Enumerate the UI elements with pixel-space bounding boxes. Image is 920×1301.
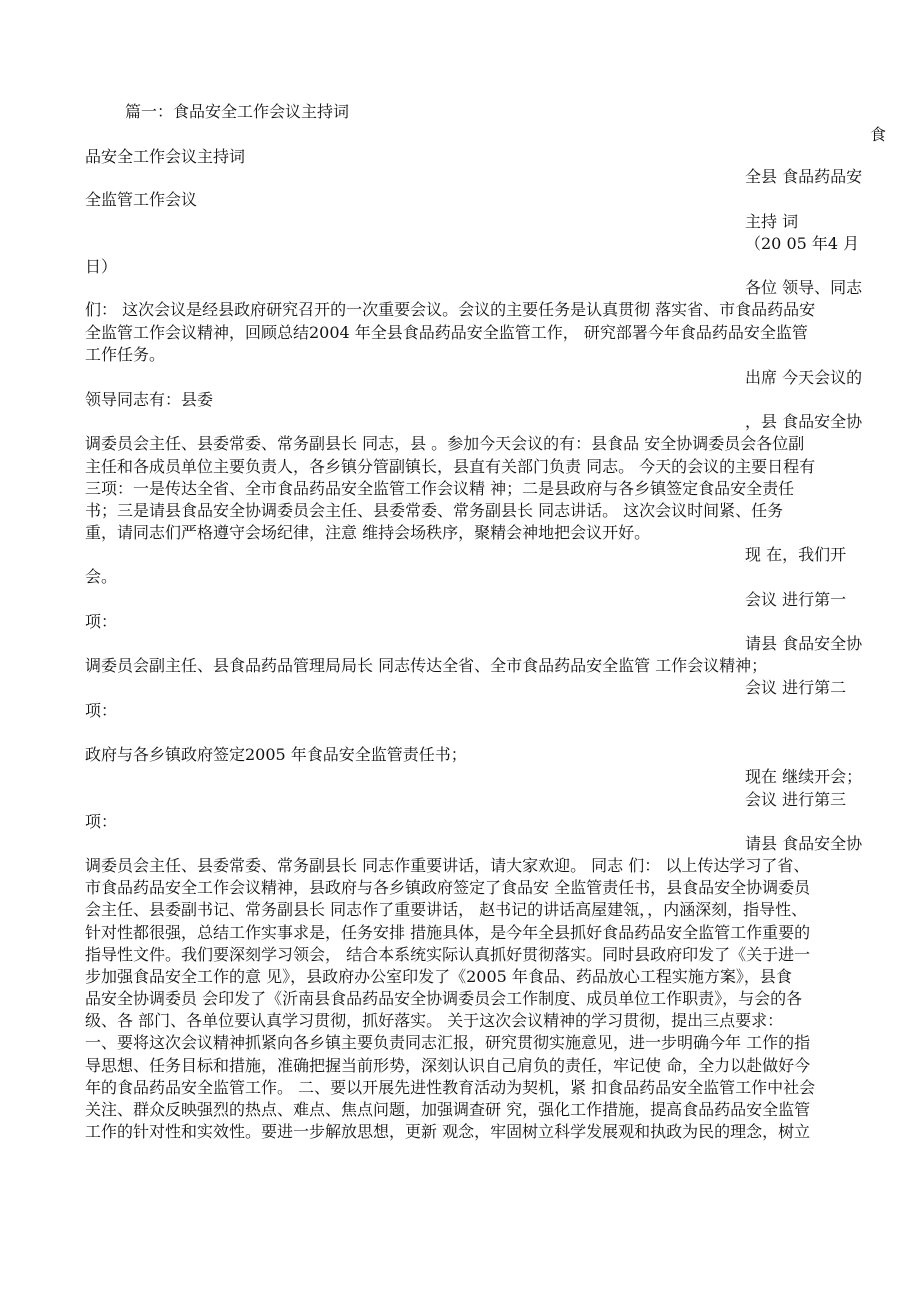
text-line: 调委员会主任、县委常委、常务副县长 同志，县 。参加今天会议的有：县食品 安全协调委员会各位副 (85, 434, 805, 453)
document-title: 篇一：食品安全工作会议主持词 (125, 102, 350, 121)
text-line: 针对性都很强，总结工作实事求是，任务安排 措施具体，是今年全县抓好食品药品安全监管工作重要的 (85, 923, 811, 942)
text-line: 导思想、任务目标和措施，准确把握当前形势，深刻认识自己肩负的责任，牢记使 命，全力以赴做好今 (85, 1056, 811, 1075)
text-line: 全监管工作会议 (85, 190, 198, 209)
text-line: ，县 食品安全协 (745, 412, 863, 431)
text-line: 主任和各成员单位主要负责人，各乡镇分管副镇长，县直有关部门负责 同志。 今天的会议的主要日程有 (85, 457, 816, 476)
text-line: 一、要将这次会议精神抓紧向各乡镇主要负责同志汇报，研究贯彻实施意见，进一步明确今年 工作的指 (85, 1033, 811, 1052)
text-line: 领导同志有：县委 (85, 390, 214, 409)
text-line: （20 05 年4 月 (745, 234, 860, 253)
text-line: 会议 进行第三 (745, 790, 847, 809)
text-line: 全监管工作会议精神，回顾总结2004 年全县食品药品安全监管工作， 研究部署今年食品药品安全监管 (85, 323, 808, 342)
text-line: 会主任、县委副书记、常务副县长 同志作了重要讲话， 赵书记的讲话高屋建瓴，，内涵深刻，指导性、 (85, 900, 808, 919)
text-line: 们： 这次会议是经县政府研究召开的一次重要会议。会议的主要任务是认真贯彻 落实省、市食品药品安 (85, 300, 816, 319)
text-line: 请县 食品安全协 (745, 634, 863, 653)
text-line: 全县 食品药品安 (745, 167, 863, 186)
text-line: 级、各 部门、各单位要认真学习贯彻，抓好落实。 关于这次会议精神的学习贯彻，提出三点要求： (85, 1011, 784, 1030)
text-line: 主持 词 (745, 212, 799, 231)
text-line: 项： (85, 701, 118, 720)
text-line: 请县 食品安全协 (745, 834, 863, 853)
text-line: 会议 进行第一 (745, 590, 847, 609)
text-line: 书；三是请县食品安全协调委员会主任、县委常委、常务副县长 同志讲话。 这次会议时间紧、任务 (85, 501, 784, 520)
text-line: 项： (85, 812, 118, 831)
text-line: 食 (870, 125, 887, 144)
text-line: 政府与各乡镇政府签定2005 年食品安全监管责任书； (85, 745, 467, 764)
text-line: 步加强食品安全工作的意 见》，县政府办公室印发了《2005 年食品、药品放心工程实施方案》，县食 (85, 967, 792, 986)
text-line: 现 在，我们开 (745, 545, 847, 564)
text-line: 品安全协调委员 会印发了《沂南县食品药品安全协调委员会工作制度、成员单位工作职责》，与会的各 (85, 989, 803, 1008)
text-line: 会议 进行第二 (745, 678, 847, 697)
text-line: 市食品药品安全工作会议精神，县政府与各乡镇政府签定了食品安 全监管责任书，县食品安全协调委员 (85, 878, 811, 897)
text-line: 指导性文件。我们要深刻学习领会， 结合本系统实际认真抓好贯彻落实。同时县政府印发了《关于进一 (85, 945, 811, 964)
text-line: 工作任务。 (85, 345, 166, 364)
text-line: 各位 领导、同志 (745, 278, 863, 297)
text-line: 会。 (85, 567, 118, 586)
text-line: 项： (85, 612, 118, 631)
text-line: 日） (85, 257, 118, 276)
text-line: 关注、群众反映强烈的热点、难点、焦点问题，加强调查研 究，强化工作措施，提高食品药品安全监管 (85, 1100, 811, 1119)
text-line: 出席 今天会议的 (745, 368, 863, 387)
text-line: 现在 继续开会； (745, 767, 863, 786)
text-line: 年的食品药品安全监管工作。 二、要以开展先进性教育活动为契机，紧 扣食品药品安全监管工作中社会 (85, 1078, 816, 1097)
text-line: 三项：一是传达全省、全市食品药品安全监管工作会议精 神；二是县政府与各乡镇签定食品安全责任 (85, 479, 795, 498)
text-line: 重，请同志们严格遵守会场纪律，注意 维持会场秩序，聚精会神地把会议开好。 (85, 523, 651, 542)
text-line: 工作的针对性和实效性。要进一步解放思想，更新 观念，牢固树立科学发展观和执政为民的理念，树立 (85, 1122, 811, 1141)
text-line: 品安全工作会议主持词 (85, 147, 246, 166)
text-line: 调委员会主任、县委常委、常务副县长 同志作重要讲话，请大家欢迎。 同志 们： 以上传达学习了省、 (85, 856, 810, 875)
text-line: 调委员会副主任、县食品药品管理局局长 同志传达全省、全市食品药品安全监管 工作会议精神； (85, 656, 768, 675)
